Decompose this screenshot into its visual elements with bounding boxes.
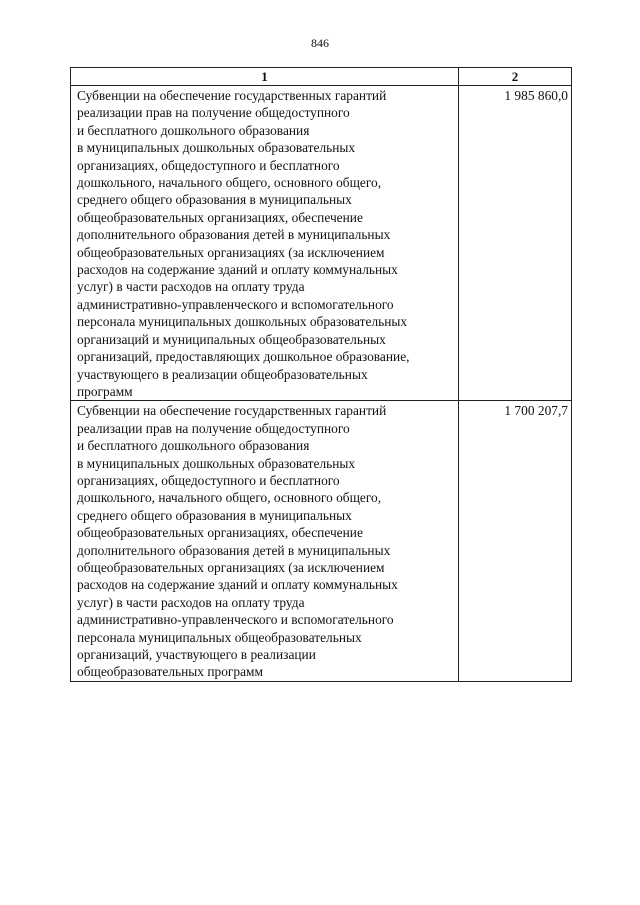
description-line: общеобразовательных организациях, обеспечение [77,209,363,225]
description-line: общеобразовательных организациях (за исключением [77,559,385,575]
description-line: в муниципальных дошкольных образовательных [77,455,356,471]
description-line: программ [77,383,133,399]
table-header-row [71,68,572,86]
row-amount: 1 700 207,7 [459,401,572,682]
description-line: услуг) в части расходов на оплату труда [77,594,305,610]
description-line: среднего общего образования в муниципальных [77,192,352,208]
description-line: Субвенции на обеспечение государственных гарантий [77,403,387,419]
table-body [71,86,572,682]
description-line: организаций, участвующего в реализации [77,647,316,662]
table-row [71,401,572,682]
description-line: и бесплатного дошкольного образования [77,122,310,138]
column-header-2: 2 [459,68,572,86]
description-line: реализации прав на получение общедоступного [77,420,350,436]
description-line: общеобразовательных организациях (за исключением [77,244,385,260]
description-line: расходов на содержание зданий и оплату коммунальных [77,262,398,278]
row-description [71,401,459,682]
table-row [71,86,572,401]
description-line: дошкольного, начального общего, основного общего, [77,175,382,191]
description-line: организаций и муниципальных общеобразовательных [77,331,386,347]
description-line: административно-управленческого и вспомогательного [77,296,394,312]
description-line: организаций, предоставляющих дошкольное образование, [77,349,410,365]
description-line: организациях, общедоступного и бесплатного [77,157,340,173]
description-line: расходов на содержание зданий и оплату коммунальных [77,577,398,593]
page-number: 846 [311,36,329,50]
description-line: персонала муниципальных общеобразовательных [77,629,362,645]
description-line: дошкольного, начального общего, основного общего, [77,490,382,506]
column-header-1: 1 [71,68,459,86]
description-line: и бесплатного дошкольного образования [77,438,310,454]
description-line: в муниципальных дошкольных образовательных [77,140,356,156]
description-line: реализации прав на получение общедоступного [77,105,350,121]
description-line: дополнительного образования детей в муниципальных [77,227,391,243]
description-line: персонала муниципальных дошкольных образовательных [77,314,408,330]
description-line: Субвенции на обеспечение государственных гарантий [77,88,387,103]
description-line: дополнительного образования детей в муниципальных [77,542,391,558]
row-description [71,86,459,401]
budget-table [70,67,572,682]
description-line: организациях, общедоступного и бесплатного [77,472,340,488]
description-line: административно-управленческого и вспомогательного [77,612,394,628]
description-line: среднего общего образования в муниципальных [77,507,352,523]
row-amount: 1 985 860,0 [459,86,572,401]
description-line: общеобразовательных программ [77,664,263,680]
description-line: услуг) в части расходов на оплату труда [77,279,305,295]
description-line: участвующего в реализации общеобразовательных [77,366,368,382]
description-line: общеобразовательных организациях, обеспечение [77,525,363,541]
